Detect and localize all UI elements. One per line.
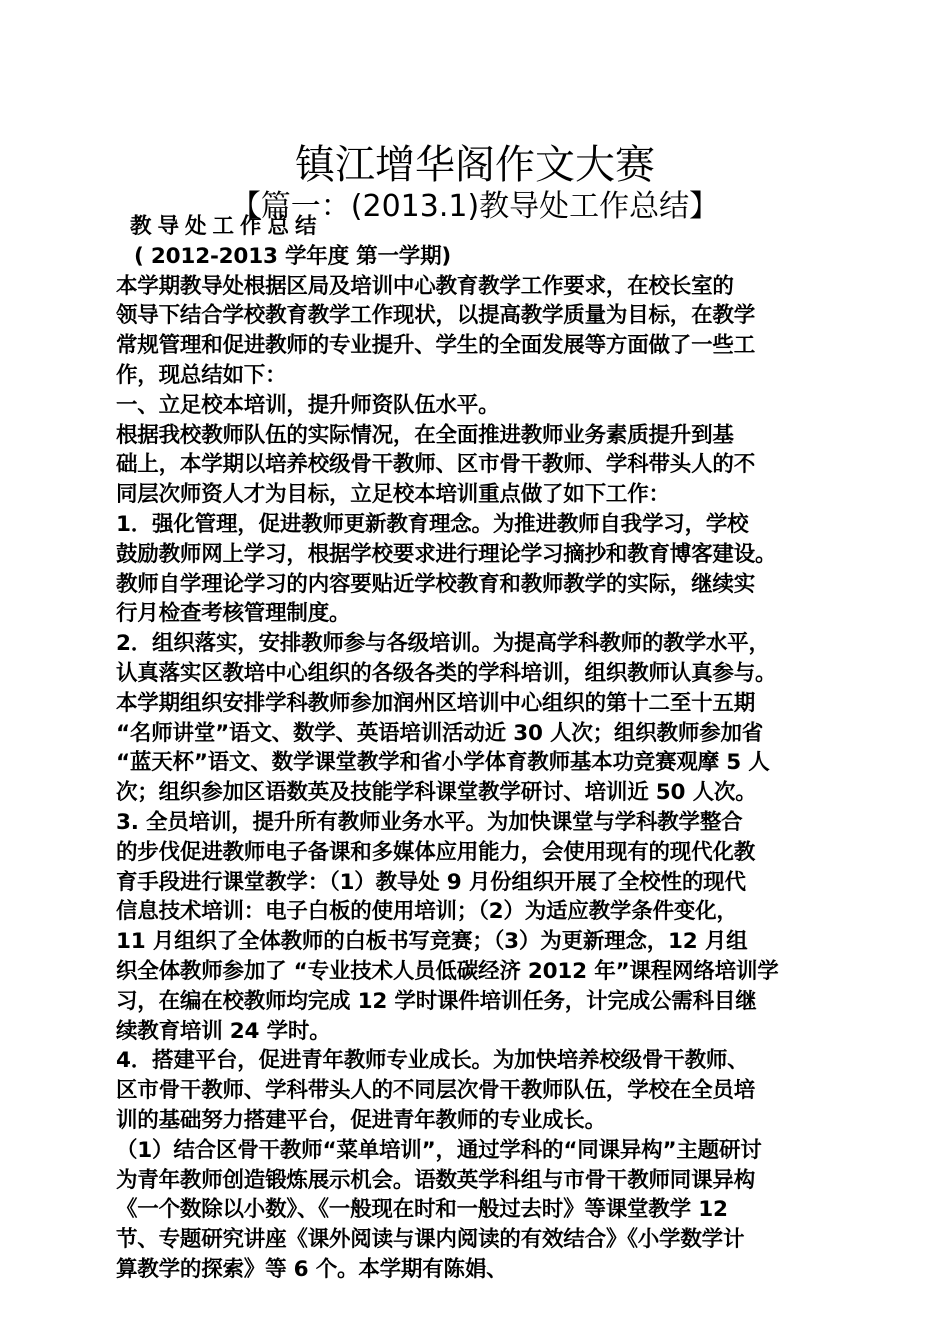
- body-line: 织全体教师参加了 “专业技术人员低碳经济 2012 年”课程网络培训学: [116, 958, 779, 984]
- body-line: 节、专题研究讲座《课外阅读与课内阅读的有效结合》《小学数学计: [116, 1227, 745, 1253]
- body-line: 次；组织参加区语数英及技能学科课堂教学研讨、培训近 50 人次。: [116, 780, 757, 806]
- body-line: 信息技术培训：电子白板的使用培训；（2）为适应教学条件变化，: [116, 899, 738, 925]
- document-body: [116, 212, 836, 1285]
- body-line: 本学期教导处根据区局及培训中心教育教学工作要求，在校长室的: [116, 273, 734, 299]
- body-line: 习，在编在校教师均完成 12 学时课件培训任务，计完成公需科目继: [116, 988, 757, 1014]
- body-lines: [116, 272, 836, 1285]
- body-line: 行月检查考核管理制度。: [116, 601, 351, 627]
- body-line: 区市骨干教师、学科带头人的不同层次骨干教师队伍，学校在全员培: [116, 1078, 756, 1104]
- body-line: 11 月组织了全体教师的白板书写竞赛；（3）为更新理念，12 月组: [116, 929, 748, 955]
- body-line: 本学期组织安排学科教师参加润州区培训中心组织的第十二至十五期: [116, 690, 756, 716]
- body-line: 同层次师资人才为目标，立足校本培训重点做了如下工作：: [116, 482, 670, 508]
- article-subtitle: 【篇一：(2013.1)教导处工作总结】: [230, 188, 720, 224]
- body-line: 作，现总结如下：: [116, 362, 287, 388]
- body-line: 一、立足校本培训，提升师资队伍水平。: [116, 392, 500, 418]
- body-line: 4．搭建平台，促进青年教师专业成长。为加快培养校级骨干教师、: [116, 1048, 749, 1074]
- term-line: ( 2012-2013 学年度 第一学期): [134, 243, 452, 269]
- body-line: 鼓励教师网上学习，根据学校要求进行理论学习摘抄和教育博客建设。: [116, 541, 777, 567]
- body-line: 常规管理和促进教师的专业提升、学生的全面发展等方面做了一些工: [116, 333, 756, 359]
- body-line: 《一个数除以小数》、《一般现在时和一般过去时》等课堂教学 12: [116, 1197, 728, 1223]
- body-line: 算教学的探索》等 6 个。本学期有陈娟、: [116, 1256, 508, 1282]
- body-line: “名师讲堂”语文、数学、英语培训活动近 30 人次；组织教师参加省: [116, 720, 764, 746]
- body-line: 础上，本学期以培养校级骨干教师、区市骨干教师、学科带头人的不: [116, 452, 756, 478]
- body-line: 教师自学理论学习的内容要贴近学校教育和教师教学的实际，继续实: [116, 571, 756, 597]
- body-line: 育手段进行课堂教学：（1）教导处 9 月份组织开展了全校性的现代: [116, 869, 746, 895]
- body-line: 训的基础努力搭建平台，促进青年教师的专业成长。: [116, 1107, 606, 1133]
- document-heading: 教导处工作总结: [130, 214, 323, 239]
- body-line: （1）结合区骨干教师“菜单培训”，通过学科的“同课异构”主题研讨: [116, 1137, 762, 1163]
- body-line: 根据我校教师队伍的实际情况，在全面推进教师业务素质提升到基: [116, 422, 734, 448]
- body-line: 2．组织落实，安排教师参与各级培训。为提高学科教师的教学水平，: [116, 631, 770, 657]
- body-line: 领导下结合学校教育教学工作现状，以提高教学质量为目标，在教学: [116, 303, 756, 329]
- body-line: 续教育培训 24 学时。: [116, 1018, 331, 1044]
- body-line: 的步伐促进教师电子备课和多媒体应用能力，会使用现有的现代化教: [116, 839, 756, 865]
- body-line: 3. 全员培训，提升所有教师业务水平。为加快课堂与学科教学整合: [116, 809, 743, 835]
- body-line: 认真落实区教培中心组织的各级各类的学科培训，组织教师认真参与。: [116, 660, 777, 686]
- body-line: “蓝天杯”语文、数学课堂教学和省小学体育教师基本功竞赛观摩 5 人: [116, 750, 770, 776]
- page-title: 镇江增华阁作文大赛: [295, 141, 655, 188]
- body-line: 为青年教师创造锻炼展示机会。语数英学科组与市骨干教师同课异构: [116, 1167, 756, 1193]
- body-line: 1．强化管理，促进教师更新教育理念。为推进教师自我学习，学校: [116, 511, 749, 537]
